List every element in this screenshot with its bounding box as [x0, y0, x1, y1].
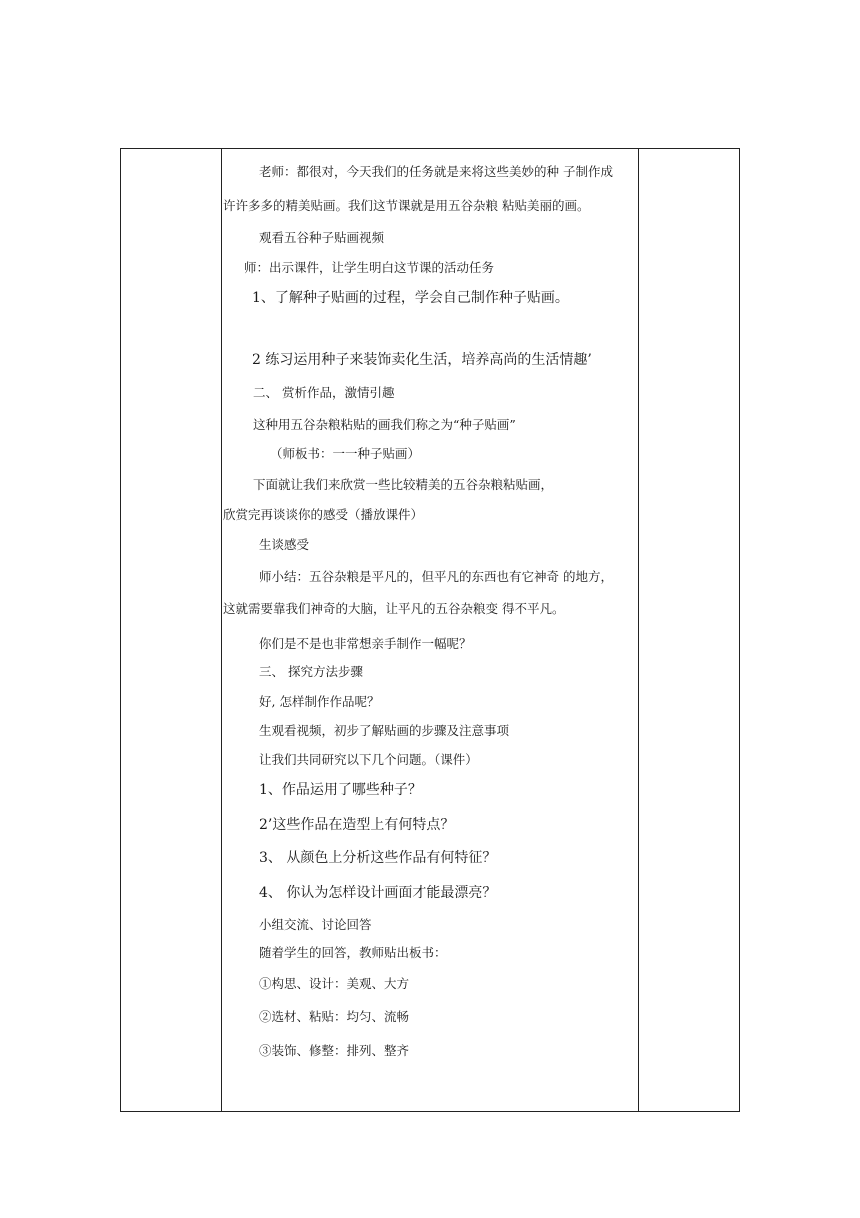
- text-line: 欣赏完再谈谈你的感受（播放课件）: [223, 507, 424, 522]
- text-line: 随着学生的回答，教师贴出板书：: [259, 945, 447, 960]
- question-item: 4、 你认为怎样设计画面才能最漂亮？: [259, 885, 497, 901]
- text-line: 1、了解种子贴画的过程，学会自己制作种子贴画。: [252, 290, 569, 306]
- text-line: 这就需要靠我们神奇的大脑，让平凡的五谷杂粮变 得不平凡。: [223, 601, 565, 616]
- text-line: 小组交流、讨论回答: [259, 917, 372, 932]
- board-item: ①构思、设计：美观、大方: [259, 976, 410, 991]
- question-item: 2’这些作品在造型上有何特点？: [259, 817, 455, 833]
- text-line: 下面就让我们来欣赏一些比较精美的五谷杂粮粘贴画，: [253, 477, 554, 492]
- text-line: 老师：都很对，今天我们的任务就是来将这些美妙的种 子制作成: [259, 164, 613, 179]
- text-line: （师板书：一一种子贴画）: [270, 446, 421, 461]
- table-left-cell: [121, 149, 221, 1111]
- table-content-cell: [222, 149, 638, 1111]
- text-line: 生谈感受: [259, 537, 310, 552]
- board-item: ③装饰、修整：排列、整齐: [259, 1043, 410, 1058]
- text-line: 师：出示课件，让学生明白这节课的活动任务: [244, 260, 495, 275]
- text-line: 好, 怎样制作作品呢？: [259, 694, 380, 709]
- text-line: 许许多多的精美贴画。我们这节课就是用五谷杂粮 粘贴美丽的画。: [223, 198, 590, 213]
- question-item: 1、作品运用了哪些种子？: [259, 782, 422, 798]
- text-line: 生观看视频，初步了解贴画的步骤及注意事项: [259, 723, 510, 738]
- section-heading: 二、 赏析作品，激情引趣: [253, 385, 395, 400]
- question-item: 3、 从颜色上分析这些作品有何特征？: [259, 850, 497, 866]
- section-heading: 三、 探究方法步骤: [259, 664, 363, 679]
- text-line: 2 练习运用种子来装饰卖化生活，培养高尚的生活情趣’: [252, 352, 592, 368]
- board-item: ②选材、粘贴：均匀、流畅: [259, 1009, 410, 1024]
- text-line: 这种用五谷杂粮粘贴的画我们称之为“种子贴画”: [253, 417, 516, 432]
- text-line: 师小结：五谷杂粮是平凡的，但平凡的东西也有它神奇 的地方，: [259, 569, 613, 584]
- table-right-cell: [639, 149, 739, 1111]
- text-line: 观看五谷种子贴画视频: [259, 230, 385, 245]
- lesson-table: [120, 148, 740, 1112]
- text-line: 你们是不是也非常想亲手制作一幅呢？: [259, 636, 472, 651]
- text-line: 让我们共同研究以下几个问题。（课件）: [259, 752, 478, 767]
